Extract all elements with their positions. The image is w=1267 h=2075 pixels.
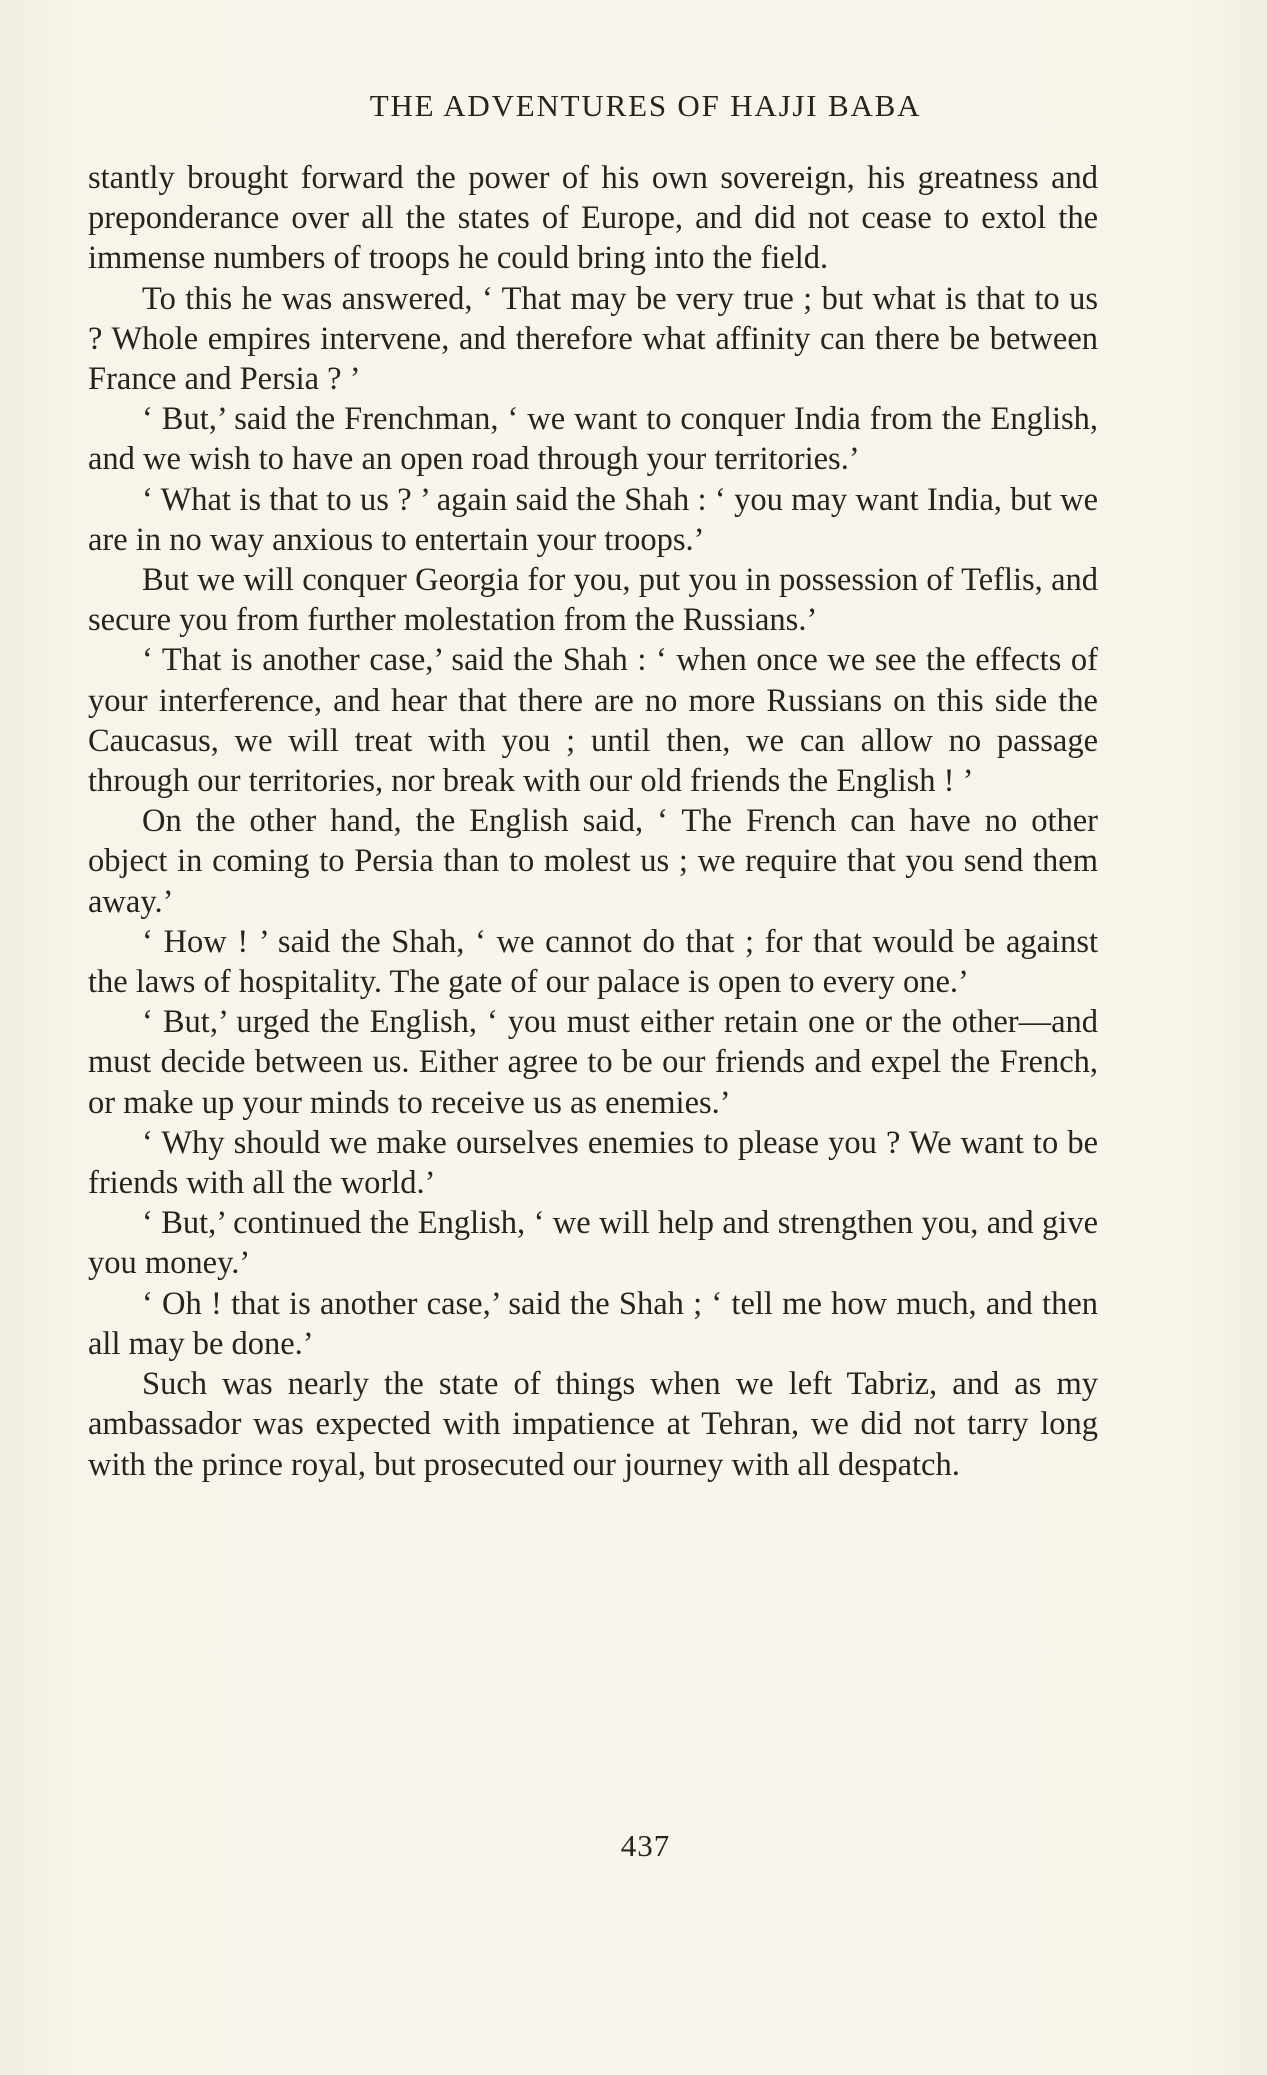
running-head: THE ADVENTURES OF HAJJI BABA xyxy=(369,88,922,123)
paragraph: On the other hand, the English said, ‘ The French can have no other object in coming to Persia than to molest us ; we require that you send them away.’ xyxy=(88,803,1098,920)
paragraph: ‘ How ! ’ said the Shah, ‘ we cannot do that ; for that would be against the laws of hospitality. The gate of our palace is open to every one.’ xyxy=(88,923,1098,1001)
page-number: 437 xyxy=(620,1828,671,1863)
paragraph: stantly brought forward the power of his own sovereign, his greatness and preponderance over all the states of Europe, and did not cease to extol the immense numbers of troops he could bring into the field. xyxy=(88,160,1098,277)
paragraph: ‘ But,’ continued the English, ‘ we will help and strengthen you, and give you money.’ xyxy=(88,1205,1098,1282)
paragraph: ‘ But,’ said the Frenchman, ‘ we want to conquer India from the English, and we wish to have an open road through your territories.’ xyxy=(88,401,1098,478)
paragraph: Such was nearly the state of things when we left Tabriz, and as my ambassador was expected with impatience at Tehran, we did not tarry long with the prince royal, but prosecuted our journey with all despatch. xyxy=(88,1366,1098,1483)
paragraph: ‘ That is another case,’ said the Shah : ‘ when once we see the effects of your interference, and hear that there are no more Russians on this side the Caucasus, we will treat with you ; until then, we can allow no passage through our territories, nor break with our old friends the English ! ’ xyxy=(88,642,1098,800)
body-text xyxy=(88,158,1098,1485)
paragraph: To this he was answered, ‘ That may be very true ; but what is that to us ? Whole empires intervene, and therefore what affinity can there be between France and Persia ? ’ xyxy=(88,280,1098,398)
paragraph: But we will conquer Georgia for you, put you in possession of Teflis, and secure you from further molestation from the Russians.’ xyxy=(88,562,1098,639)
paragraph: ‘ But,’ urged the English, ‘ you must either retain one or the other—and must decide between us. Either agree to be our friends and expel the French, or make up your minds to receive us as enemies.’ xyxy=(88,1004,1098,1121)
paragraph: ‘ Oh ! that is another case,’ said the Shah ; ‘ tell me how much, and then all may be done.’ xyxy=(88,1285,1098,1362)
paragraph: ‘ Why should we make ourselves enemies to please you ? We want to be friends with all the world.’ xyxy=(88,1124,1098,1202)
paragraph: ‘ What is that to us ? ’ again said the Shah : ‘ you may want India, but we are in no way anxious to entertain your troops.’ xyxy=(88,481,1098,558)
